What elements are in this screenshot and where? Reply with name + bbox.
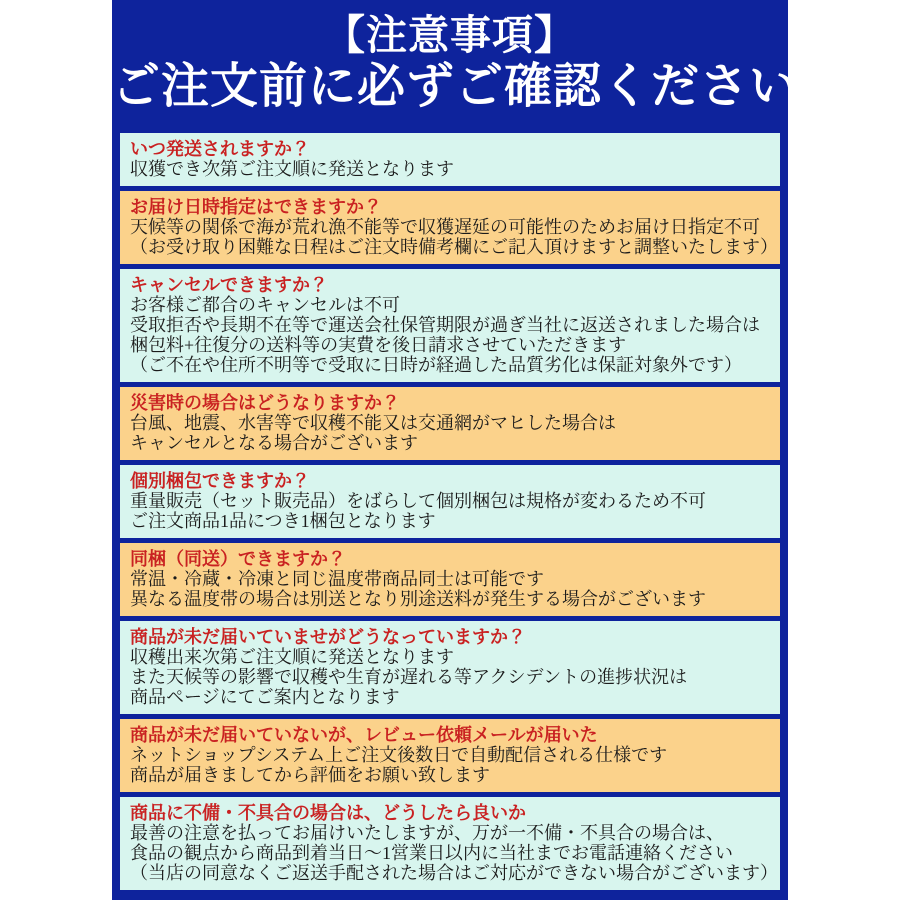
faq-answer-line: 収獲でき次第ご注文順に発送となります [130,159,454,179]
faq-answer-line: （当店の同意なくご返送手配された場合はご対応ができない場合がございます） [130,863,778,883]
faq-question: キャンセルできますか？ [130,275,328,295]
faq-section-9 [120,797,780,890]
faq-answer-line: 台風、地震、水害等で収穫不能又は交通網がマヒした場合は [130,413,616,433]
faq-answer-line: 食品の観点から商品到着当日～1営業日以内に当社までお電話連絡ください [130,843,733,863]
faq-section-3 [120,269,780,382]
faq-answer-line: また天候等の影響で収穫や生育が遅れる等アクシデントの進捗状況は [130,667,688,687]
faq-answer-line: 商品ページにてご案内となります [130,687,400,707]
faq-question: お届け日時指定はできますか？ [130,197,382,217]
notice-title: 【注意事項】 [324,12,576,58]
faq-section-1 [120,133,780,186]
faq-section-8 [120,719,780,792]
faq-question: 個別梱包できますか？ [130,471,310,491]
faq-answer-line: 重量販売（セット販売品）をばらして個別梱包は規格が変わるため不可 [130,491,706,511]
faq-answer-line: 収穫出来次第ご注文順に発送となります [130,647,454,667]
faq-section-list [112,130,788,890]
faq-section-4 [120,387,780,460]
faq-answer-line: 最善の注意を払ってお届けいたしますが、万が一不備・不具合の場合は、 [130,823,724,843]
faq-question: 商品に不備・不具合の場合は、どうしたら良いか [130,803,526,823]
faq-question: 同梱（同送）できますか？ [130,549,346,569]
faq-question: いつ発送されますか？ [130,139,310,159]
faq-question: 商品が未だ届いていませがどうなっていますか？ [130,627,526,647]
faq-section-6 [120,543,780,616]
faq-answer-line: 商品が届きましてから評価をお願い致します [130,765,490,785]
faq-answer-line: キャンセルとなる場合がございます [130,433,418,453]
faq-question: 商品が未だ届いていないが、レビュー依頼メールが届いた [130,725,598,745]
faq-answer-line: 常温・冷蔵・冷凍と同じ温度帯商品同士は可能です [130,569,544,589]
faq-section-5 [120,465,780,538]
notice-header [112,0,799,130]
notice-subtitle: ご注文前に必ずご確認ください [112,60,799,114]
faq-answer-line: 異なる温度帯の場合は別送となり別途送料が発生する場合がございます [130,589,706,609]
notice-panel [112,0,799,900]
faq-answer-line: ご注文商品1品につき1梱包となります [130,511,436,531]
faq-answer-line: ネットショップシステム上ご注文後数日で自動配信される仕様です [130,745,668,765]
faq-section-2 [120,191,780,264]
faq-answer-line: 天候等の関係で海が荒れ漁不能等で収獲遅延の可能性のためお届け日指定不可 [130,217,760,237]
faq-answer-line: （お受け取り困難な日程はご注文時備考欄にご記入頂けますと調整いたします） [130,237,778,257]
faq-section-7 [120,621,780,714]
faq-answer-line: （ご不在や住所不明等で受取に日時が経過した品質劣化は保証対象外です） [130,355,742,375]
faq-answer-line: 受取拒否や長期不在等で運送会社保管期限が過ぎ当社に返送されました場合は [130,315,760,335]
faq-answer-line: お客様ご都合のキャンセルは不可 [130,295,400,315]
faq-answer-line: 梱包料+往復分の送料等の実費を後日請求させていただきます [130,335,627,355]
faq-question: 災害時の場合はどうなりますか？ [130,393,400,413]
